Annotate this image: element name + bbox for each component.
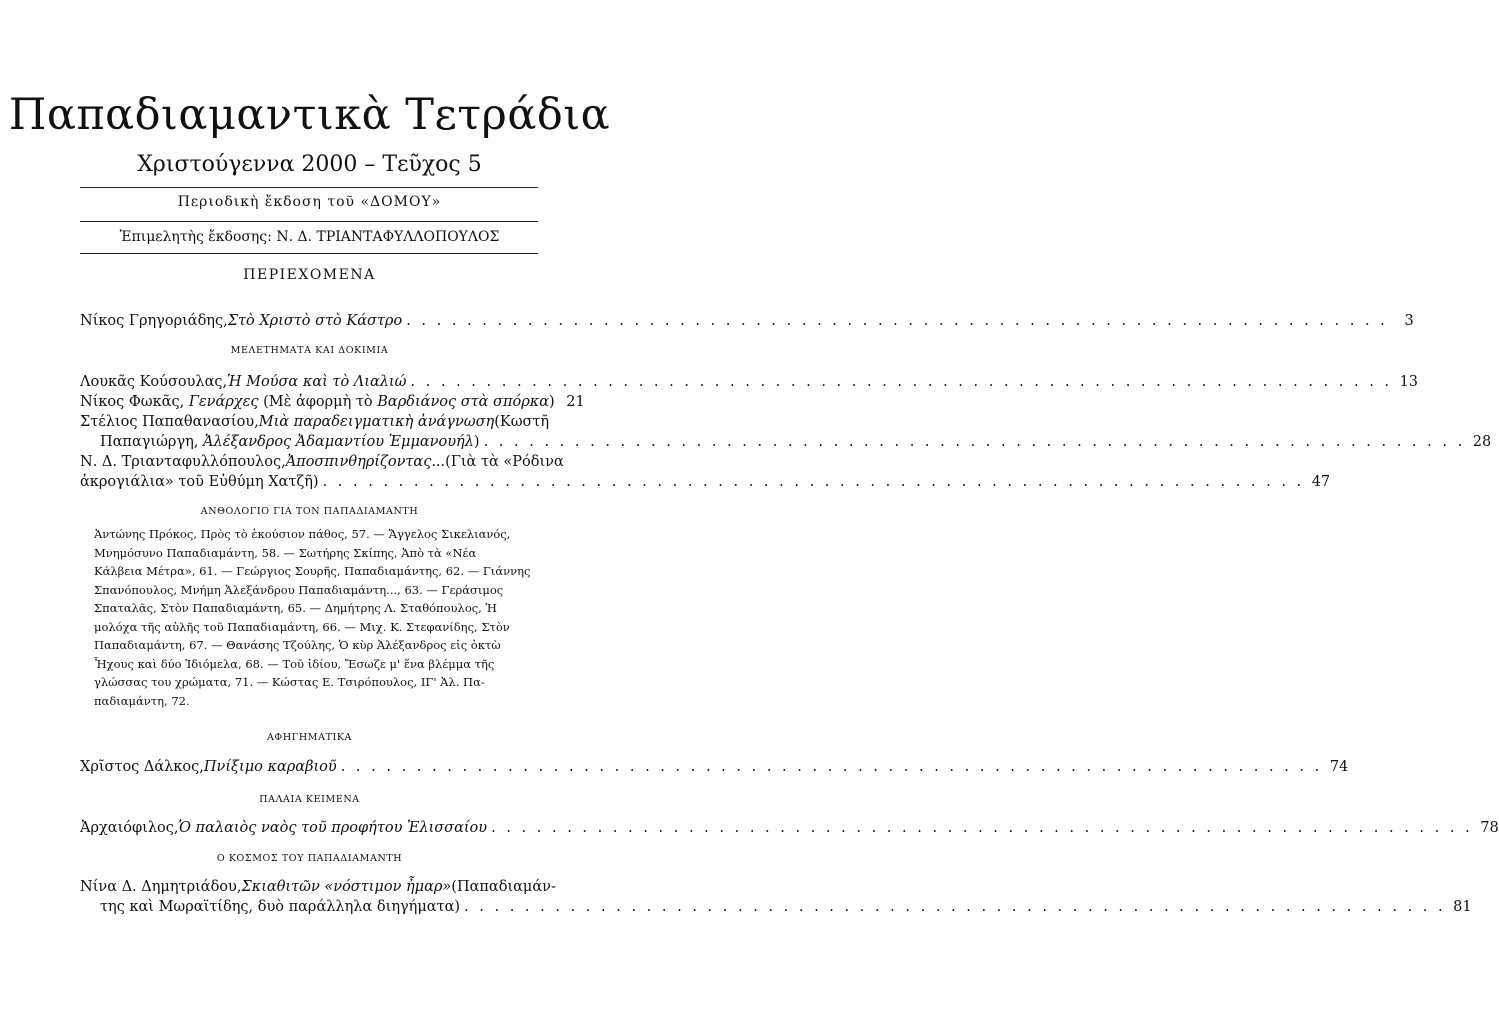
entry-note: (Γιὰ τὰ «Ρόδινα [445, 454, 564, 470]
toc-entry-papathanasiou [80, 412, 1492, 452]
divider-bottom [80, 253, 538, 254]
entry-note-cont: της καὶ Μωραϊτίδης, δυὸ παράλληλα διηγήματα) [100, 899, 461, 915]
section-meletimata: ΜΕΛΕΤΗΜΑΤΑ ΚΑΙ ΔΟΚΙΜΙΑ [230, 345, 389, 356]
entry-author: Χρῖστος Δάλκος, [80, 759, 204, 775]
anthology-list [94, 525, 531, 710]
entry-author: Ἀρχαιόφιλος, [80, 820, 179, 836]
entry-subtitle: Ἀλέξανδρος Ἀδαμαντίου Ἐμμανουήλ [203, 434, 474, 450]
toc-entry-triantafyllopoulos [80, 452, 1331, 492]
toc-entry-dalkos [80, 757, 1349, 777]
entry-subtitle: Βαρδιάνος στὰ σπόρκα [377, 394, 550, 410]
anthology-line: Σπαταλᾶς, Στὸν Παπαδιαμάντη, 65. — Δημήτρης Λ. Σταθόπουλος, Ἡ [94, 601, 497, 615]
entry-title: Σκιαθιτῶν «νόστιμον ἦμαρ» [241, 879, 452, 895]
entry-author: Νίκος Γρηγοριάδης, [80, 313, 228, 329]
editor-line: Ἐπιμελητὴς ἔκδοσης: Ν. Δ. ΤΡΙΑΝΤΑΦΥΛΛΟΠΟΥΛΟΣ [119, 229, 500, 245]
toc-entry-fokas [80, 392, 585, 412]
entry-note: (Μὲ ἀφορμὴ τὸ [258, 394, 378, 410]
entry-title: Στὸ Χριστὸ στὸ Κάστρο [227, 313, 403, 329]
contents-heading: ΠΕΡΙΕΧΟΜΕΝΑ [243, 267, 376, 283]
entry-note-cont: Παπαγιώργη, [100, 434, 204, 450]
entry-page: 78 [1480, 820, 1499, 836]
toc-entry-kousoulas [80, 372, 1419, 392]
entry-page: 21 [566, 394, 585, 410]
anthology-line: Μνημόσυνο Παπαδιαμάντη, 58. — Σωτήρης Σκίπης, Ἀπὸ τὰ «Νέα [94, 545, 477, 560]
issue-subtitle: Χριστούγεννα 2000 – Τεῦχος 5 [137, 152, 482, 177]
entry-author: Νίνα Δ. Δημητριάδου, [80, 879, 242, 895]
divider-top [80, 187, 538, 188]
entry-title: Γενάρχες [188, 394, 259, 410]
entry-title: Ὁ παλαιὸς ναὸς τοῦ προφήτου Ἐλισσαίου [178, 820, 488, 836]
entry-note-cont: ἀκρογιάλια» τοῦ Εὐθύμη Χατζῆ) [80, 474, 319, 490]
journal-title: Παπαδιαμαντικὰ Τετράδια [8, 90, 611, 140]
entry-text [80, 392, 555, 412]
divider-middle [80, 221, 538, 222]
section-kosmos: Ο ΚΟΣΜΟΣ ΤΟΥ ΠΑΠΑΔΙΑΜΑΝΤΗ [216, 853, 403, 864]
toc-entry-archaiofilos [80, 818, 1499, 838]
entry-author: Λουκᾶς Κούσουλας, [80, 374, 228, 390]
entry-title: Ἀποσπινθηρίζοντας... [285, 454, 446, 470]
section-palaia: ΠΑΛΑΙΑ ΚΕΙΜΕΝΑ [259, 794, 360, 805]
entry-page: 47 [1311, 474, 1331, 490]
anthology-line: μολόχα τῆς αὐλῆς τοῦ Παπαδιαμάντη, 66. — Μιχ. Κ. Στεφανίδης, Στὸν [94, 619, 510, 634]
entry-page: 81 [1453, 899, 1472, 915]
toc-entry-dimitriadou [80, 877, 1472, 917]
entry-page: 3 [1404, 313, 1414, 329]
entry-author: Ν. Δ. Τριανταφυλλόπουλος, [80, 454, 286, 470]
entry-page: 74 [1329, 759, 1349, 775]
anthology-line: Ἀντώνης Πρόκος, Πρὸς τὸ ἑκούσιον πάθος, 57. — Ἄγγελος Σικελιανός, [94, 527, 511, 541]
entry-author: Στέλιος Παπαθανασίου, [80, 414, 259, 430]
entry-note: (Κωστῆ [494, 414, 550, 430]
anthology-line: Κάλβεια Μέτρα», 61. — Γεώργιος Σουρῆς, Παπαδιαμάντης, 62. — Γιάννης [94, 564, 531, 578]
publisher-line: Περιοδικὴ ἔκδοση τοῦ «ΔΟΜΟΥ» [177, 194, 442, 210]
entry-author: Νίκος Φωκᾶς, [80, 394, 189, 410]
entry-page: 28 [1472, 434, 1492, 450]
entry-note-close: ) [549, 394, 555, 410]
entry-title: Ἡ Μούσα καὶ τὸ Λιαλιώ [227, 374, 407, 390]
entry-title: Μιὰ παραδειγματικὴ ἀνάγνωση [258, 414, 495, 430]
anthology-line: Παπαδιαμάντη, 67. — Θανάσης Τζούλης, Ὁ κὺρ Ἀλέξανδρος εἰς ὀκτὼ [94, 638, 501, 652]
section-afigimatika: ΑΦΗΓΗΜΑΤΙΚΑ [266, 732, 353, 743]
entry-title: Πνίξιμο καραβιοῦ [203, 759, 337, 775]
section-anthologio: ΑΝΘΟΛΟΓΙΟ ΓΙΑ ΤΟΝ ΠΑΠΑΔΙΑΜΑΝΤΗ [200, 506, 419, 517]
anthology-line: παδιαμάντη, 72. [94, 693, 190, 708]
entry-note-close: ) [473, 434, 480, 450]
anthology-line: Σπανόπουλος, Μνήμη Ἀλεξάνδρου Παπαδιαμάντη..., 63. — Γεράσιμος [94, 582, 504, 597]
anthology-line: γλώσσας του χρώματα, 71. — Κώστας Ε. Τσιρόπουλος, ΙΓ' Ἀλ. Πα- [94, 675, 485, 689]
entry-page: 13 [1399, 374, 1419, 390]
anthology-line: Ἦχους καὶ δύο Ἰδιόμελα, 68. — Τοῦ ἰδίου, Ἔσωζε μ' ἕνα βλέμμα τῆς [94, 656, 495, 671]
toc-entry-grigoriadis [80, 311, 1414, 331]
entry-note: (Παπαδιαμάν- [451, 879, 556, 895]
